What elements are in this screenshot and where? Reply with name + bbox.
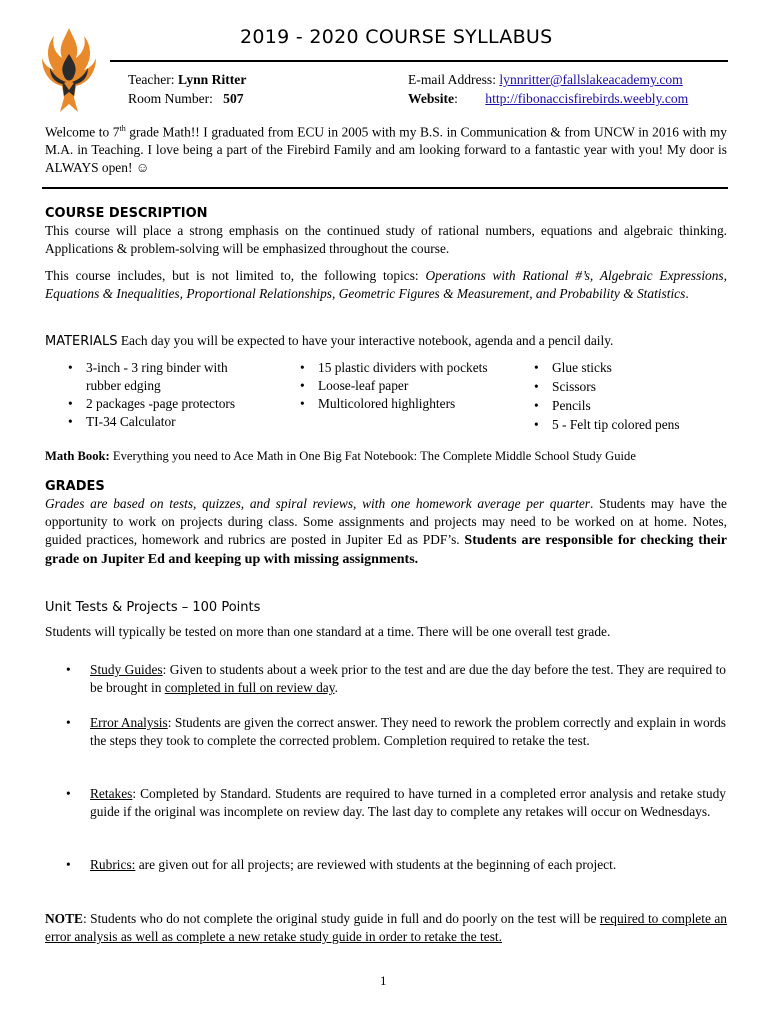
note-label: NOTE bbox=[45, 911, 83, 926]
bullet-text: Given to students about a week prior to the test and are due the day before the test. They are required to be brought in bbox=[90, 662, 726, 695]
bullet-term: Study Guides bbox=[90, 662, 163, 677]
list-item: • Scissors bbox=[530, 378, 730, 396]
grades-text: . Students may have the opportunity to work on projects during class. Some assignments and projects may need to be worked on at home. Notes, guided practices, homework and rubrics are posted in Jupiter Ed as PDF’s. bbox=[45, 496, 727, 547]
bullet-text: Completed by Standard. Students are required to have turned in a completed error analysis and retake study guide if the original was incomplete on review day. The last day to complete any retakes will occur on Wednesdays. bbox=[90, 786, 726, 819]
email-label: E-mail Address: bbox=[408, 72, 496, 87]
bullet-term: Error Analysis bbox=[90, 715, 168, 730]
room-number: 507 bbox=[223, 91, 244, 106]
bullet-text: are given out for all projects; are reviewed with students at the beginning of each project. bbox=[135, 857, 617, 872]
materials-column-2 bbox=[296, 359, 496, 413]
bullet-colon: : bbox=[162, 662, 167, 677]
list-item: • 5 - Felt tip colored pens bbox=[530, 416, 730, 434]
welcome-sup: th bbox=[119, 124, 126, 133]
room-line bbox=[128, 90, 244, 108]
list-item: • 15 plastic dividers with pockets bbox=[296, 359, 496, 377]
grades-heading: GRADES bbox=[45, 479, 105, 494]
email-link[interactable]: lynnritter@fallslakeacademy.com bbox=[499, 72, 683, 87]
welcome-text-1: Welcome to 7 bbox=[45, 124, 120, 140]
math-book-line bbox=[45, 447, 727, 465]
website-line bbox=[408, 90, 688, 108]
topics-list: Operations with Rational #’s, Algebraic Expressions, Equations & Inequalities, Proportional Relationships, Geometric Figures & Measurement, and Probability & Statistics bbox=[45, 268, 727, 301]
teacher-label: Teacher: bbox=[128, 72, 175, 87]
list-item: • TI-34 Calculator bbox=[64, 413, 264, 431]
unit-tests-intro: Students will typically be tested on more than one standard at a time. There will be one overall test grade. bbox=[45, 624, 611, 639]
list-item: • 2 packages -page protectors bbox=[64, 395, 264, 413]
list-item bbox=[66, 785, 726, 821]
bullet-text: Students are given the correct answer. They need to rework the problem correctly and explain in words the steps they took to complete the corrected problem. Completion required to retake the test. bbox=[90, 715, 727, 748]
materials-heading: MATERIALS bbox=[45, 334, 118, 349]
bullet-icon: • bbox=[66, 857, 71, 872]
page-title: 2019 - 2020 COURSE SYLLABUS bbox=[240, 26, 553, 48]
course-description-heading: COURSE DESCRIPTION bbox=[45, 206, 208, 221]
website-label: Website bbox=[408, 91, 455, 106]
list-item bbox=[66, 714, 726, 750]
list-item bbox=[66, 661, 726, 697]
bullet-colon: : bbox=[132, 786, 137, 801]
note-underlined: required to complete an error analysis as well as complete a new retake study guide in order to retake the test. bbox=[45, 911, 727, 944]
list-item: • 3-inch - 3 ring binder with rubber edging bbox=[64, 359, 264, 395]
materials-column-3 bbox=[530, 359, 730, 434]
grades-italic: Grades are based on tests, quizzes, and spiral reviews, with one homework average per quarter bbox=[45, 496, 590, 511]
email-line bbox=[408, 71, 683, 89]
course-description-p1: This course will place a strong emphasis on the continued study of rational numbers, equations and algebraic thinking. Applications & problem-solving will be emphasized throughout the course. bbox=[45, 223, 727, 256]
bullet-icon: • bbox=[66, 715, 71, 730]
topics-lead: This course includes, but is not limited to, the following topics: bbox=[45, 268, 426, 283]
unit-tests-heading: Unit Tests & Projects – 100 Points bbox=[45, 600, 261, 615]
note-paragraph bbox=[45, 910, 727, 946]
materials-line bbox=[45, 332, 727, 351]
website-colon: : bbox=[454, 91, 458, 106]
welcome-paragraph bbox=[45, 120, 727, 177]
section-divider bbox=[42, 187, 728, 189]
bullet-end: . bbox=[334, 680, 338, 695]
math-book-label: Math Book: bbox=[45, 449, 110, 463]
welcome-text-2: grade Math!! I graduated from ECU in 2005 with my B.S. in Communication & from UNCW in 2016 with my M.A. in Teaching. I love being a part of the Firebird Family and am looking forward to a fantastic year with you! My door is ALWAYS open! ☺ bbox=[45, 124, 727, 176]
list-item: • Pencils bbox=[530, 397, 730, 415]
bullet-term: Retakes bbox=[90, 786, 133, 801]
list-item: • Multicolored highlighters bbox=[296, 395, 496, 413]
firebird-logo-icon bbox=[40, 24, 98, 116]
bullet-term: Rubrics: bbox=[90, 857, 136, 872]
note-text: : Students who do not complete the original study guide in full and do poorly on the test will be bbox=[82, 911, 600, 926]
teacher-line bbox=[128, 71, 246, 89]
list-item: • Glue sticks bbox=[530, 359, 730, 377]
topics-end: . bbox=[685, 286, 689, 301]
bullet-colon: : bbox=[167, 715, 172, 730]
materials-column-1 bbox=[64, 359, 264, 431]
website-link[interactable]: http://fibonaccisfirebirds.weebly.com bbox=[485, 91, 689, 106]
page-number: 1 bbox=[380, 973, 387, 988]
room-label: Room Number: bbox=[128, 91, 213, 106]
bullet-icon: • bbox=[66, 662, 71, 677]
bullet-underlined: completed in full on review day bbox=[164, 680, 335, 695]
materials-intro: Each day you will be expected to have your interactive notebook, agenda and a pencil daily. bbox=[117, 333, 614, 348]
list-item bbox=[66, 856, 726, 874]
grades-paragraph bbox=[45, 495, 727, 569]
list-item: • Loose-leaf paper bbox=[296, 377, 496, 395]
grades-bold: Students are responsible for checking their grade on Jupiter Ed and keeping up with missing assignments. bbox=[45, 533, 728, 567]
bullet-icon: • bbox=[66, 786, 71, 801]
header-divider bbox=[110, 60, 728, 62]
course-description-p2 bbox=[45, 267, 727, 303]
math-book-title: Everything you need to Ace Math in One Big Fat Notebook: The Complete Middle School Study Guide bbox=[109, 449, 636, 463]
teacher-name: Lynn Ritter bbox=[178, 72, 247, 87]
